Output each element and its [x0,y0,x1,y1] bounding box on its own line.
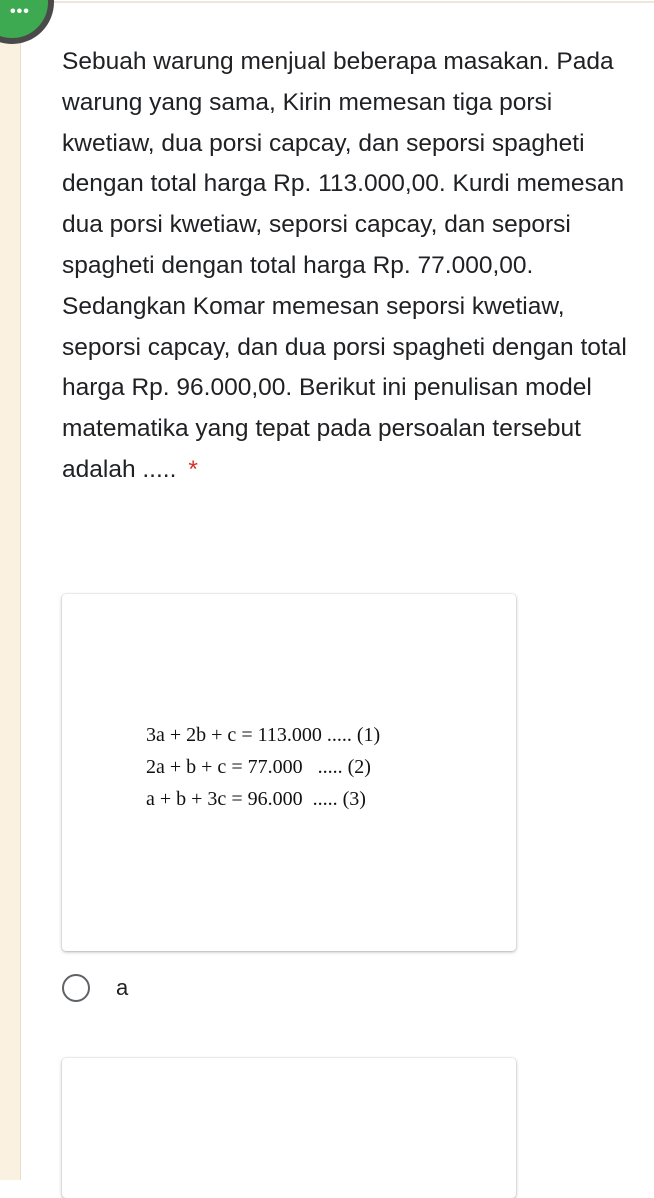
option-a[interactable] [62,974,128,1002]
left-margin-strip [0,0,21,1180]
equation-1: 3a + 2b + c = 113.000 ..... (1) [146,724,381,746]
option-a-image [62,594,516,951]
radio-button[interactable] [62,974,90,1002]
question-text [62,42,642,491]
option-b-image [62,1058,516,1198]
equation-3: a + b + 3c = 96.000 ..... (3) [146,788,366,810]
question-body: Sebuah warung menjual beberapa masakan. Pada warung yang sama, Kirin memesan tiga porsi kwetiaw, dua porsi capcay, dan seporsi spagheti dengan total harga Rp. 113.000,00. Kurdi memesan dua porsi kwetiaw, seporsi capcay, dan seporsi spagheti dengan total harga Rp. 77.000,00. Sedangkan Komar memesan seporsi kwetiaw, seporsi capcay, dan dua porsi spagheti dengan total harga Rp. 96.000,00. Berikut ini penulisan model matematika yang tepat pada persoalan tersebut adalah ..... [62,48,627,483]
menu-button[interactable] [0,0,54,44]
equation-2: 2a + b + c = 77.000 ..... (2) [146,756,371,778]
top-divider [20,1,654,3]
required-marker: * [188,455,198,483]
option-label: a [116,975,129,1000]
more-horizontal-icon: ••• [10,3,30,20]
